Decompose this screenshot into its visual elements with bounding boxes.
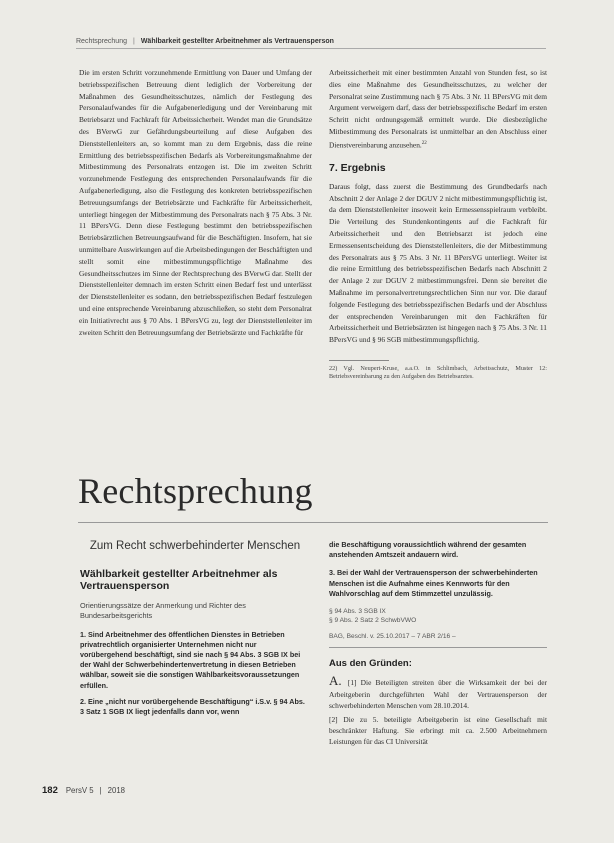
column-left-top	[79, 67, 312, 338]
norm-item: § 9 Abs. 2 Satz 2 SchwbVWO	[329, 617, 417, 625]
reasons-paragraph: [2] Die zu 5. beteiligte Arbeitgeberin ist eine Gesellschaft mit beschränkter Haftung. Sie erbringt mit ca. 2.500 Arbeitnehmern Leistungen für das CI Universität	[329, 715, 547, 747]
lead-text: Orientierungssätze der Anmerkung und Richter des Bundesarbeitsgerichts	[80, 600, 246, 620]
norm-item: § 94 Abs. 3 SGB IX	[329, 608, 386, 616]
journal-year: 2018	[107, 786, 125, 795]
body-paragraph: Die im ersten Schritt vorzunehmende Ermittlung von Dauer und Umfang der betriebsspezifischen Betreuung dient lediglich der Vorbereitung der Maßnahmen des Gesundheitsschutzes, nämlich der Festlegung des Personalaufwandes für die Aufgabenerledigung und der Vereinbarung mit Betriebsarzt und Fachkraft für Arbeitssicherheit. Wendet man die Grundsätze des BVerwG zur Gefährdungsbeurteilung auf diese Aufgaben des Dienststellenleiters an, so kommt man zu dem Ergebnis, dass die reine Ermittlung des betriebsspezifischen Bedarfs als Vorbereitungsmaßnahme der Mitbestimmung des Personalrats entzogen ist. Die im zweiten Schritt vorzunehmende Festlegung des entsprechenden Personalaufwands für die Aufgabenerledigung, also die Festlegung des konkreten betriebsspezifischen Betreuungsumfangs der Betriebsärzte und Fachkräfte für Arbeitssicherheit, unterliegt hingegen der Mitbestimmung des Personalrats nach § 75 Abs. 3 Nr. 11 BPersVG. Denn diese Festlegung bestimmt den betriebsspezifischen Betriebsärztlichen Betreuungsaufwand für die Beschäftigten. Insofern, hat sie unmittelbare Auswirkungen auf die Arbeitsbedingungen der Beschäftigten und stellt somit eine mitbestimmungspflichtige Maßnahme des Gesundheitsschutzes im Sinne der Rechtsprechung des BVerwG dar. Stellt der Dienststellenleiter demnach im ersten Schritt einen Bedarf fest und unterlässt der Dienststellenleiter es sodann, den betriebsspezifischen Bedarf festzulegen und eine entsprechende Vereinbarung abzuschließen, so steht dem Personalrat ein Initiativrecht aus § 70 Abs. 1 BPersVG zu, legt der Dienststellenleiter im zweiten Schritt den Betreuungsumfang der Betriebsärzte und Fachkräfte für	[79, 68, 312, 337]
article-heading: Wählbarkeit gestellter Arbeitnehmer als Vertrauensperson	[80, 567, 278, 592]
subheading: Zum Recht schwerbehinderter Menschen	[89, 540, 301, 552]
paragraph-marker: A.	[329, 673, 342, 689]
leitsatz: 2. Eine „nicht nur vorübergehende Beschäftigung“ i.S.v. § 94 Abs. 3 Satz 1 SGB IX liegt jedenfalls dann vor, wenn	[80, 696, 305, 716]
section-divider	[78, 522, 548, 523]
running-header	[76, 38, 546, 49]
reasons-heading: Aus den Gründen:	[329, 658, 412, 670]
section-title: Rechtsprechung	[78, 471, 313, 511]
leitsatz: 1. Sind Arbeitnehmer des öffentlichen Dienstes in Betrieben privatrechtlich organisierter Unternehmen nicht nur vorübergehend beschäftigt, sind sie nach § 94 Abs. 3 SGB IX bei der Wahl der Schwerbehindertenvertretung in diesen Betrieben wählbar, soweit sie die sonstigen Wählbarkeitsvoraussetzungen erfüllen.	[80, 629, 301, 690]
column-left-bottom	[80, 538, 310, 723]
footnote: 22) Vgl. Neupert-Kruse, a.a.O. in Schlimbach, Arbeitsschutz, Muster 12: Betriebsvereinbarung zu den Aufgaben des Betriebsarztes.	[329, 365, 547, 381]
footnote-ref: 22	[421, 140, 427, 146]
norms-list	[329, 607, 547, 625]
footnote-divider	[329, 360, 389, 361]
header-section: Rechtsprechung	[76, 38, 127, 45]
column-right-top	[329, 67, 547, 382]
header-separator: |	[132, 38, 135, 45]
footer-separator: |	[99, 786, 102, 795]
court-citation: BAG, Beschl. v. 25.10.2017 – 7 ABR 2/16 –	[329, 632, 547, 648]
leitsatz-continued: die Beschäftigung voraussichtlich während der gesamten anstehenden Amtszeit andauern wird.	[329, 540, 527, 560]
body-text: [1] Die Beteiligten streiten über die Wirksamkeit der bei der Arbeitgeberin durchgeführten Wahl der Vertrauensperson der schwerbehinderten Menschen vom 28.10.2014.	[329, 678, 547, 710]
section-heading: 7. Ergebnis	[329, 162, 386, 175]
body-paragraph: Daraus folgt, dass zuerst die Bestimmung des Grundbedarfs nach Abschnitt 2 der Anlage 2 der DGUV 2 nicht mitbestimmungspflichtig ist, da dem Dienststellenleiter insoweit kein Ermessensspielraum verbleibt. Die Verteilung des Stundenkontingents auf die Fachkraft für Arbeitssicherheit und den Betriebsarzt ist jedoch eine Ermessensentscheidung des Dienststellenleiters, die der Mitbestimmung des Personalrats aus § 75 Abs. 3 Nr. 11 BPersVG unterliegt. Weiter ist die reine Ermittlung des betriebsspezifischen Bedarfs nach Abschnitt 2 der Anlage 2 zur DGUV 2 mitbestimmungsfrei. Denn sie bereitet die Maßnahme im personalvertretungsrechtlichen Sinn nur vor. Die darauf folgende Festlegung des betriebsspezifischen Bedarfs und der Abschluss der entsprechenden Vereinbarungen mit den Fachkräften für Arbeitssicherheit und Betriebsärzten ist hingegen nach § 75 Abs. 3 Nr. 11 BPersVG und § 96 SGB mitbestimmungspflichtig.	[329, 181, 547, 345]
body-text: Arbeitssicherheit mit einer bestimmten Anzahl von Stunden fest, so ist dies eine Maßnahme des Gesundheitsschutzes, zu welcher der Personalrat seine Zustimmung nach § 75 Abs. 3 Nr. 11 BPersVG mit dem Argument verweigern darf, dass der betriebsspezifische Bedarf im ersten Schritt nicht ordnungsgemäß ermittelt wurde. Die diesbezügliche Mitbestimmung des Personalrats ist unmittelbar an den Abschluss einer Dienstvereinbarung anzusehen.	[329, 68, 547, 150]
leitsatz: 3. Bei der Wahl der Vertrauensperson der schwerbehinderten Menschen ist die Aufnahme eines Kennworts für den Wahlvorschlag auf dem Stimmzettel unzulässig.	[329, 568, 538, 598]
body-paragraph	[329, 67, 547, 151]
column-right-bottom	[329, 540, 547, 751]
header-title: Wählbarkeit gestellter Arbeitnehmer als Vertrauensperson	[140, 38, 334, 45]
page-number: 182	[42, 785, 58, 796]
reasons-paragraph	[329, 675, 547, 711]
page-footer	[42, 785, 125, 796]
journal-issue: PersV 5	[65, 786, 94, 795]
